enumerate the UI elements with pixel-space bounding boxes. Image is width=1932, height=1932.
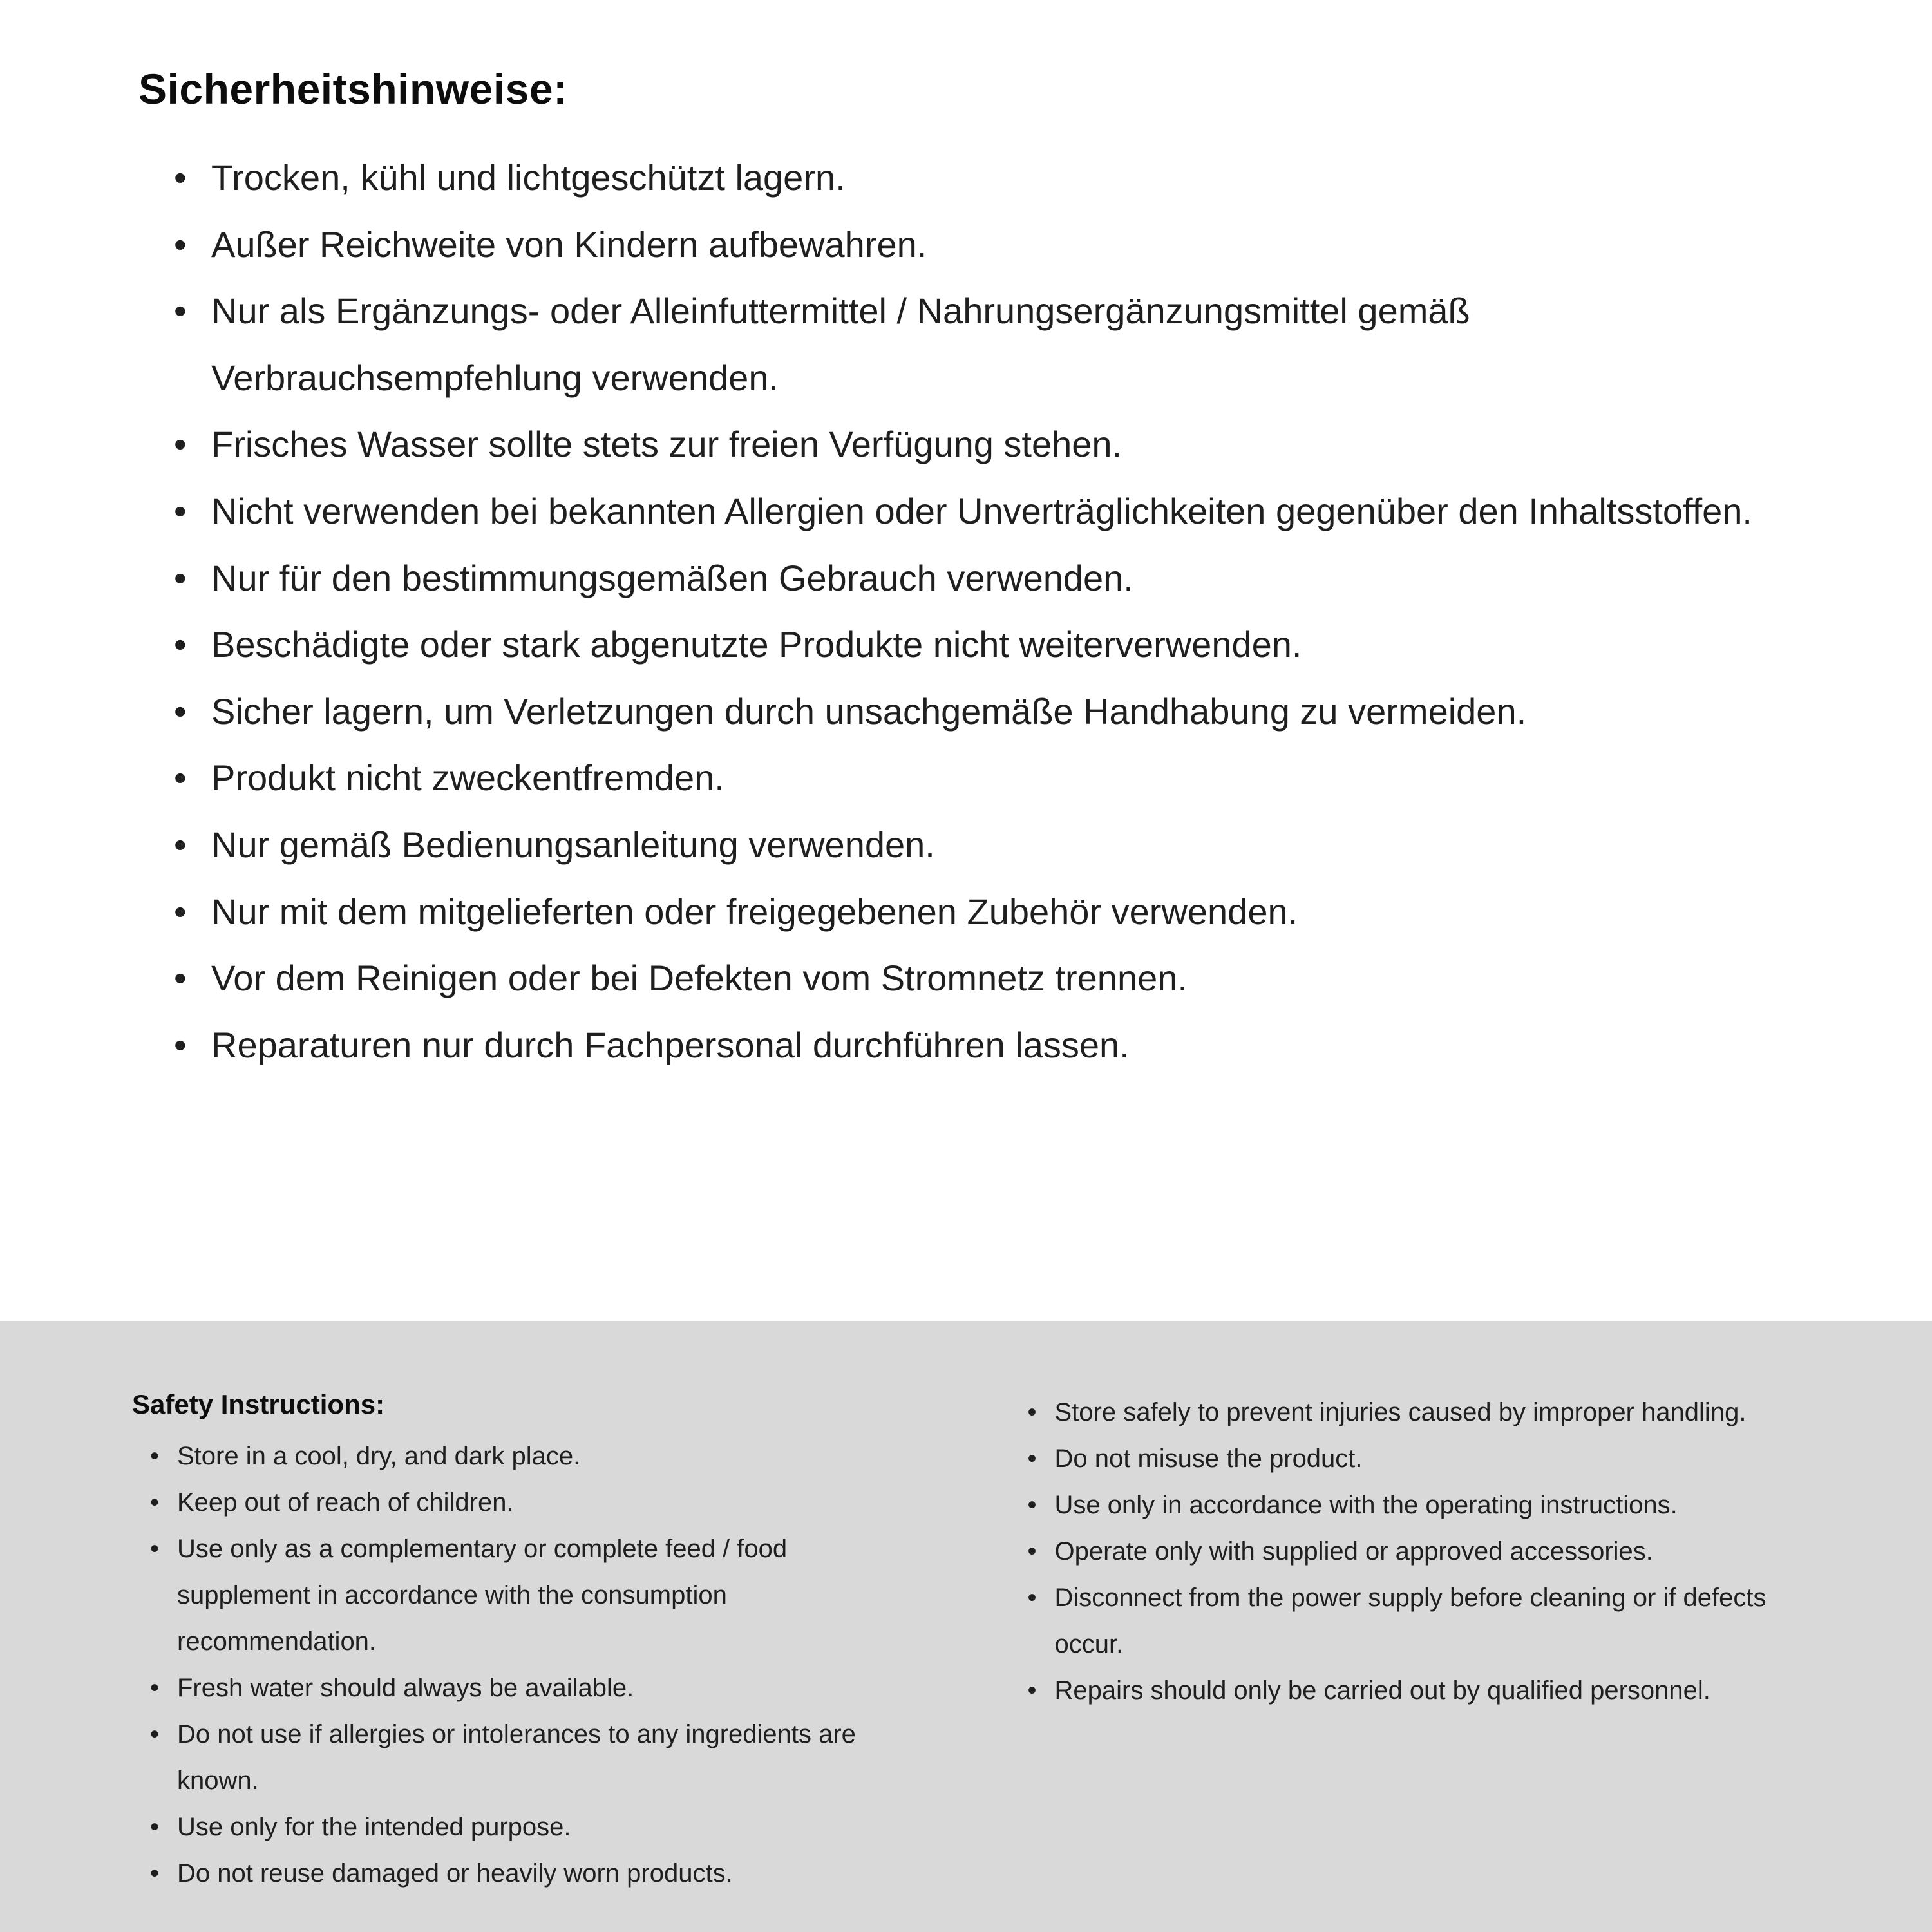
bullet-icon: • [174, 490, 187, 531]
german-list-item-text: Nicht verwenden bei bekannten Allergien oder Unverträglichkeiten gegenüber den Inhaltsstoffen. [211, 490, 1752, 531]
english-list-item [150, 1665, 926, 1711]
english-list-item-text: Use only in accordance with the operating instructions. [1054, 1491, 1678, 1519]
german-list-item-text: Nur als Ergänzungs- oder Alleinfuttermittel / Nahrungsergänzungsmittel gemäß Verbrauchsempfehlung verwenden. [211, 290, 1470, 398]
german-list-item [174, 144, 1816, 211]
english-list-item [150, 1804, 926, 1850]
english-list-item [1028, 1575, 1804, 1667]
german-list-item [174, 545, 1816, 612]
bullet-icon: • [150, 1813, 160, 1841]
bullet-icon: • [1027, 1444, 1037, 1473]
english-section [0, 1321, 1932, 1932]
bullet-icon: • [174, 290, 187, 332]
german-list-item [174, 278, 1816, 411]
bullet-icon: • [174, 757, 187, 799]
bullet-icon: • [174, 157, 187, 198]
german-list-item-text: Produkt nicht zweckentfremden. [211, 757, 724, 799]
english-title: Safety Instructions: [132, 1389, 385, 1419]
english-list-item [150, 1850, 926, 1897]
english-list-item-text: Store safely to prevent injuries caused by improper handling. [1054, 1398, 1747, 1426]
bullet-icon: • [150, 1720, 160, 1748]
german-list-item-text: Außer Reichweite von Kindern aufbewahren. [211, 223, 927, 265]
german-list-item [174, 945, 1816, 1012]
german-list-item-text: Beschädigte oder stark abgenutzte Produkte nicht weiterverwenden. [211, 624, 1302, 665]
bullet-icon: • [150, 1674, 160, 1702]
german-list-item [174, 744, 1816, 811]
english-list-item-text: Repairs should only be carried out by qualified personnel. [1054, 1676, 1710, 1705]
bullet-icon: • [174, 824, 187, 865]
english-list-item-text: Keep out of reach of children. [177, 1488, 514, 1517]
german-list-item [174, 878, 1816, 945]
bullet-icon: • [150, 1535, 160, 1563]
bullet-icon: • [150, 1442, 160, 1470]
english-left-column [132, 1389, 926, 1932]
german-list-item-text: Nur für den bestimmungsgemäßen Gebrauch verwenden. [211, 557, 1133, 598]
english-list-item [1028, 1435, 1804, 1482]
bullet-icon: • [174, 690, 187, 732]
english-right-list [1010, 1389, 1804, 1714]
english-list-item-text: Use only as a complementary or complete feed / food supplement in accordance with the consumption recommendation. [177, 1535, 788, 1656]
english-list-item [1028, 1667, 1804, 1714]
german-list-item-text: Vor dem Reinigen oder bei Defekten vom Stromnetz trennen. [211, 958, 1188, 999]
bullet-icon: • [174, 424, 187, 465]
english-list-item-text: Disconnect from the power supply before cleaning or if defects occur. [1054, 1584, 1766, 1658]
bullet-icon: • [150, 1859, 160, 1888]
german-list-item-text: Trocken, kühl und lichtgeschützt lagern. [211, 157, 846, 198]
german-list-item [174, 411, 1816, 478]
english-list-item-text: Fresh water should always be available. [177, 1674, 634, 1702]
english-list-item-text: Do not misuse the product. [1054, 1444, 1363, 1473]
english-left-list [132, 1433, 926, 1897]
bullet-icon: • [150, 1488, 160, 1517]
english-list-item [1028, 1482, 1804, 1528]
bullet-icon: • [174, 624, 187, 665]
german-list-item-text: Nur mit dem mitgelieferten oder freigegebenen Zubehör verwenden. [211, 891, 1298, 932]
english-list-item [150, 1479, 926, 1526]
bullet-icon: • [1027, 1537, 1037, 1566]
english-list-item-text: Do not use if allergies or intolerances to any ingredients are known. [177, 1720, 856, 1795]
bullet-icon: • [174, 891, 187, 932]
german-list-item-text: Frisches Wasser sollte stets zur freien Verfügung stehen. [211, 424, 1122, 465]
german-list-item [174, 811, 1816, 878]
english-list-item-text: Operate only with supplied or approved accessories. [1054, 1537, 1653, 1566]
german-list-item [174, 1012, 1816, 1079]
german-list [138, 144, 1816, 1078]
bullet-icon: • [1027, 1398, 1037, 1426]
bullet-icon: • [1027, 1676, 1037, 1705]
german-list-item [174, 611, 1816, 678]
german-title: Sicherheitshinweise: [138, 65, 568, 113]
english-list-item-text: Store in a cool, dry, and dark place. [177, 1442, 581, 1470]
bullet-icon: • [174, 1024, 187, 1065]
german-list-item [174, 478, 1816, 545]
english-list-item [1028, 1389, 1804, 1435]
german-list-item-text: Reparaturen nur durch Fachpersonal durchführen lassen. [211, 1024, 1130, 1065]
german-list-item-text: Sicher lagern, um Verletzungen durch unsachgemäße Handhabung zu vermeiden. [211, 690, 1527, 732]
bullet-icon: • [1027, 1584, 1037, 1612]
english-list-item [150, 1711, 926, 1804]
english-list-item [1028, 1528, 1804, 1575]
english-list-item [150, 1526, 926, 1665]
german-list-item-text: Nur gemäß Bedienungsanleitung verwenden. [211, 824, 935, 865]
german-list-item [174, 211, 1816, 278]
bullet-icon: • [1027, 1491, 1037, 1519]
bullet-icon: • [174, 223, 187, 265]
english-list-item-text: Do not reuse damaged or heavily worn products. [177, 1859, 733, 1888]
english-right-column [1010, 1389, 1804, 1932]
bullet-icon: • [174, 958, 187, 999]
bullet-icon: • [174, 557, 187, 598]
german-list-item [174, 678, 1816, 745]
english-list-item-text: Use only for the intended purpose. [177, 1813, 571, 1841]
english-list-item [150, 1433, 926, 1479]
